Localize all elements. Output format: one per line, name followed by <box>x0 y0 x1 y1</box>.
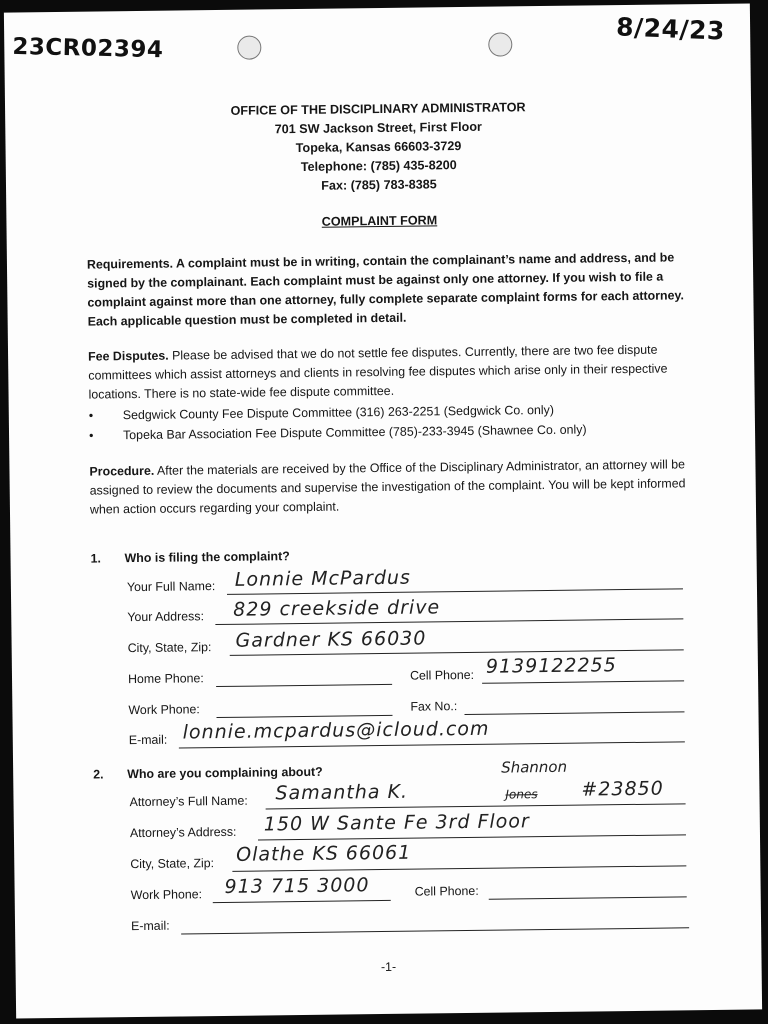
section-1-number: 1. <box>90 551 101 566</box>
fee-disputes-paragraph <box>88 340 695 404</box>
attorney-city-state-zip-field-line[interactable] <box>232 865 686 872</box>
city-state-zip-value: Gardner KS 66030 <box>235 627 427 652</box>
page-number: -1- <box>380 959 397 975</box>
address-value: 829 creekside drive <box>233 596 441 621</box>
handwritten-case-number: 23CR02394 <box>12 33 164 64</box>
attorney-work-phone-label: Work Phone: <box>130 887 203 903</box>
cell-phone-field-line[interactable] <box>482 680 684 683</box>
form-title: COMPLAINT FORM <box>321 213 438 229</box>
attorney-email-label: E-mail: <box>130 918 170 934</box>
attorney-address-value: 150 W Sante Fe 3rd Floor <box>263 810 530 836</box>
city-state-zip-label: City, State, Zip: <box>127 640 212 656</box>
attorney-name-field-line[interactable] <box>266 803 686 809</box>
handwritten-date: 8/24/23 <box>615 12 726 46</box>
office-fax: Fax: (785) 783-8385 <box>321 177 437 193</box>
address-label: Your Address: <box>127 609 205 625</box>
full-name-label: Your Full Name: <box>126 579 216 595</box>
section-2-number: 2. <box>93 767 104 782</box>
section-1-question: Who is filing the complaint? <box>124 549 290 566</box>
cell-phone-label: Cell Phone: <box>409 667 475 683</box>
work-phone-field-line[interactable] <box>217 715 393 718</box>
procedure-heading: Procedure. <box>89 463 155 479</box>
attorney-bar-number: #23850 <box>581 777 664 801</box>
requirements-paragraph: Requirements. A complaint must be in writing, contain the complainant’s name and address, and be signed by the complainant. Each complaint must be against only one attorney. If you wish to file a complaint against more than one attorney, fully complete separate complaint forms for each attorney. Each applicable question must be completed in detail. <box>86 250 684 329</box>
fax-field-line[interactable] <box>464 711 684 715</box>
procedure-paragraph <box>89 455 696 519</box>
office-header <box>5 95 752 199</box>
attorney-name-label: Attorney’s Full Name: <box>129 793 248 810</box>
attorney-name-note: Shannon <box>501 757 568 777</box>
attorney-address-field-line[interactable] <box>258 834 686 840</box>
procedure-text: After the materials are received by the Office of the Disciplinary Administrator, an attorney will be assigned to review the documents and supervise the investigation of the complaint. You will be kept informed when action occurs regarding your complaint. <box>89 457 686 517</box>
office-street: 701 SW Jackson Street, First Floor <box>274 119 482 137</box>
attorney-city-state-zip-label: City, State, Zip: <box>130 856 215 872</box>
attorney-name-struck: Jones <box>505 787 538 802</box>
section-2-question: Who are you complaining about? <box>127 764 323 782</box>
email-label: E-mail: <box>128 732 168 748</box>
fax-label: Fax No.: <box>410 699 458 714</box>
office-name: OFFICE OF THE DISCIPLINARY ADMINISTRATOR <box>230 100 526 118</box>
cell-phone-value: 9139122255 <box>485 654 617 678</box>
attorney-work-phone-value: 913 715 3000 <box>224 874 370 898</box>
complaint-form-page <box>4 3 762 1018</box>
attorney-work-phone-field-line[interactable] <box>213 900 391 903</box>
list-item: • Sedgwick County Fee Dispute Committee (316) 263-2251 (Sedgwick Co. only) <box>89 400 587 426</box>
office-telephone: Telephone: (785) 435-8200 <box>300 158 457 174</box>
attorney-cell-phone-label: Cell Phone: <box>414 883 479 899</box>
home-phone-field-line[interactable] <box>216 684 392 687</box>
attorney-email-field-line[interactable] <box>181 927 689 934</box>
punch-hole-left <box>237 35 261 59</box>
fee-disputes-heading: Fee Disputes. <box>88 348 169 364</box>
email-value: lonnie.mcpardus@icloud.com <box>182 717 490 744</box>
attorney-city-state-zip-value: Olathe KS 66061 <box>236 841 412 866</box>
home-phone-label: Home Phone: <box>127 671 204 687</box>
fee-committee-list <box>89 400 587 446</box>
punch-hole-right <box>488 32 512 56</box>
office-city: Topeka, Kansas 66603-3729 <box>295 139 462 156</box>
fee-disputes-text: Please be advised that we do not settle fee disputes. Currently, there are two fee dispute committees which assist attorneys and clients in resolving fee disputes which arise only in their respective locations. There is no state-wide fee dispute committee. <box>88 342 668 402</box>
attorney-address-label: Attorney’s Address: <box>129 824 237 841</box>
attorney-cell-phone-field-line[interactable] <box>489 896 687 899</box>
full-name-value: Lonnie McPardus <box>234 566 412 591</box>
list-item: • Topeka Bar Association Fee Dispute Committee (785)-233-3945 (Shawnee Co. only) <box>89 420 587 446</box>
attorney-name-value: Samantha K. <box>275 780 409 805</box>
work-phone-label: Work Phone: <box>128 702 200 718</box>
